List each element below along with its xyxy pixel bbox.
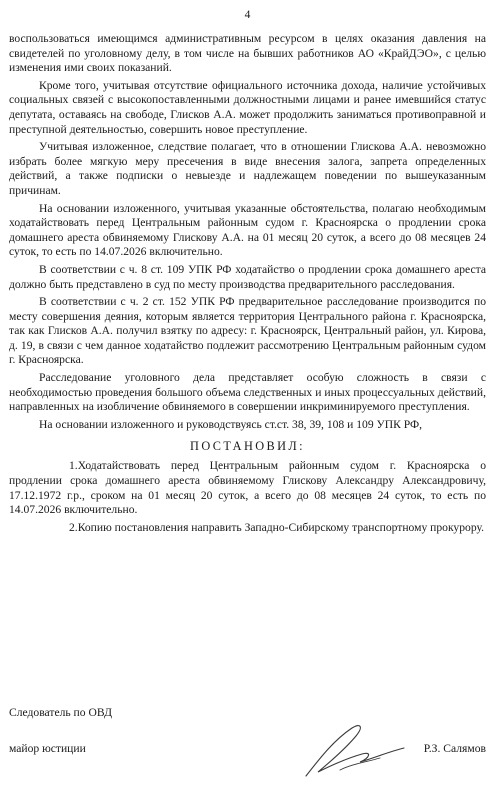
handwritten-signature: [300, 718, 412, 782]
decree-item-1: [9, 459, 486, 517]
signer-position: Следователь по ОВД: [9, 706, 113, 719]
body-text: [9, 32, 486, 432]
decree-item-text: Ходатайствовать перед Центральным районным судом г. Красноярска о продлении срока домашнего ареста обвиняемому Глискову Александру Александровичу, 17.12.1972 г.р., сроком на 01 месяц 20 суток, а всего до 08 месяцев 24 суток, то есть по 14.07.2026 включительно.: [9, 459, 486, 517]
paragraph-3: Учитывая изложенное, следствие полагает, что в отношении Глискова А.А. невозможно избрать более мягкую меру пресечения в виде внесения залога, запрета определенных действий, а также подписки о невыезде и надлежащем поведении по вышеуказанным причинам.: [9, 140, 486, 197]
decree-list: [9, 459, 486, 535]
decree-item-number: 1.: [69, 459, 78, 473]
paragraph-5: В соответствии с ч. 8 ст. 109 УПК РФ ходатайство о продлении срока домашнего ареста должно быть представлено в суд по месту производства предварительного расследования.: [9, 262, 486, 291]
paragraph-4: На основании изложенного, учитывая указанные обстоятельства, полагаю необходимым ходатайствовать перед Центральным районным судом г. Красноярска о продлении срока домашнего ареста обвиняемому Глискову А.А. на 01 месяц 20 суток, а всего до 08 месяцев 24 суток, то есть по 14.07.2026 включительно.: [9, 201, 486, 259]
paragraph-1: воспользоваться имеющимся административным ресурсом в целях оказания давления на свидетелей по уголовному делу, в том числе на бывших работников АО «КрайДЭО», с целью изменения ими своих показаний.: [9, 32, 486, 75]
paragraph-7: Расследование уголовного дела представляет особую сложность в связи с необходимостью проведения большого объема следственных и иных процессуальных действий, направленных на изобличение обвиняемого в совершении инкриминируемого преступления.: [9, 371, 486, 414]
decree-item-text: Копию постановления направить Западно-Сибирскому транспортному прокурору.: [77, 520, 484, 534]
paragraph-6: В соответствии с ч. 2 ст. 152 УПК РФ предварительное расследование производится по месту совершения деяния, которым является территория Центрального района г. Красноярска, так как Глисков А.А. получил взятку по адресу: г. Красноярск, Центральный район, ул. Кирова, д. 19, в связи с чем данное ходатайство подлежит рассмотрению Центральным районным судом г. Красноярска.: [9, 295, 486, 367]
decree-item-2: [9, 521, 486, 536]
paragraph-2: Кроме того, учитывая отсутствие официального источника дохода, наличие устойчивых социальных связей с высокопоставленными должностными лицами и ранее имевшийся статус депутата, оставаясь на свободе, Глисков А.А. может продолжить заниматься противоправной и преступной деятельностью, совершить новое преступление.: [9, 78, 486, 136]
page-number: 4: [244, 9, 251, 21]
paragraph-8: На основании изложенного и руководствуясь ст.ст. 38, 39, 108 и 109 УПК РФ,: [39, 417, 423, 431]
decree-heading: ПОСТАНОВИЛ:: [190, 439, 305, 454]
signer-rank: майор юстиции: [9, 742, 86, 755]
decree-item-number: 2.: [69, 520, 78, 534]
signer-name: Р.З. Салямов: [423, 742, 486, 755]
